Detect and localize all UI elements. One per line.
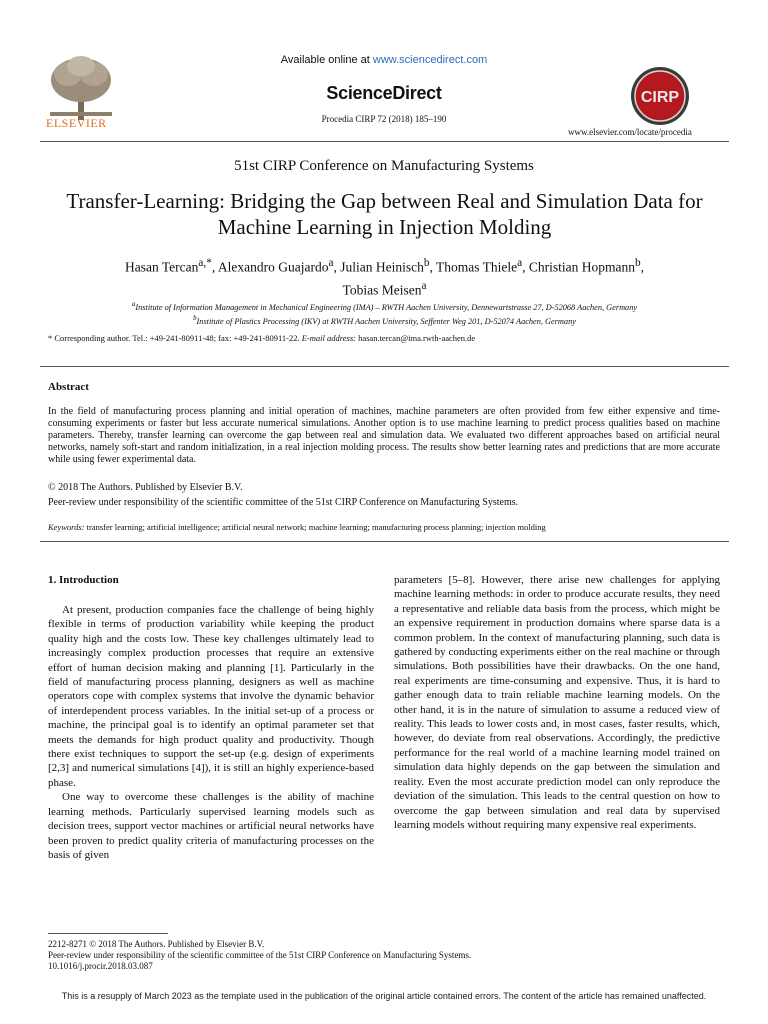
conference-name: 51st CIRP Conference on Manufacturing Systems xyxy=(234,158,534,174)
affiliation-line xyxy=(40,299,729,313)
affiliation-mark: a xyxy=(131,301,136,308)
author-affiliation-mark: b xyxy=(423,257,430,269)
footer-doi[interactable]: 10.1016/j.procir.2018.03.087 xyxy=(48,961,153,971)
affiliation-line xyxy=(40,313,729,327)
journal-reference: Procedia CIRP 72 (2018) 185–190 xyxy=(321,114,447,124)
author-name: Alexandro Guajardo xyxy=(217,259,329,275)
body-column-left xyxy=(48,603,374,862)
available-online-line xyxy=(0,54,768,66)
elsevier-wordmark: ELSEVIER xyxy=(46,116,107,130)
copyright-line: © 2018 The Authors. Published by Elsevier B.V. xyxy=(48,482,243,493)
footer-block xyxy=(48,939,471,972)
affiliation-text: Institute of Information Management in Mechanical Engineering (IMA) – RWTH Aachen University, Dennewartstrasse 27, D-52068 Aachen, Germany xyxy=(135,302,638,312)
body-column-right xyxy=(394,573,720,832)
email-label: E-mail address: xyxy=(301,333,356,343)
header-divider xyxy=(40,141,729,142)
author-name: Tobias Meisen xyxy=(342,282,422,297)
body-paragraph: At present, production companies face the challenge of being highly flexible in terms of production variability while keeping the product quality high and the costs low. These key challenges ultimately lead to increasingly complex production processes that require an extensive effort of human decision making and planning [1]. Particularly in the field of manufacturing process planning, designers as well as machine operators cope with complex systems that involve the dynamic behavior of interdependent process variables. In the initial set-up of a process or machine, the principal goal is to identify an optimal parameter set that meets the demands for high product quality and productivity. Though there exist techniques to support the set-up (e.g. design of experiments [2,3] and numerical simulations [4]), it is still an highly experience-based phase. xyxy=(48,604,374,789)
available-prefix: Available online at xyxy=(280,54,373,66)
author-affiliation-mark: b xyxy=(634,257,641,269)
author-affiliation-mark: a xyxy=(517,257,523,269)
author-name: Thomas Thiele xyxy=(435,259,518,275)
author-separator: , xyxy=(640,259,644,275)
author-list xyxy=(40,254,729,299)
author-separator: , xyxy=(333,259,341,275)
affiliation-text: Institute of Plastics Processing (IKV) at RWTH Aachen University, Seffenter Weg 201, D-52074 Aachen, Germany xyxy=(196,316,576,326)
journal-url[interactable]: www.elsevier.com/locate/procedia xyxy=(568,127,692,137)
sciencedirect-link[interactable]: www.sciencedirect.com xyxy=(372,54,488,66)
corresponding-email[interactable]: hasan.tercan@ima.rwth-aachen.de xyxy=(355,333,476,343)
author-separator: , xyxy=(429,259,436,275)
section-heading-introduction: 1. Introduction xyxy=(48,574,119,586)
resupply-note: This is a resupply of March 2023 as the template used in the publication of the original article contained errors. The content of the article has remained unaffected. xyxy=(61,991,707,1001)
cirp-logo-icon xyxy=(630,66,690,126)
cirp-logo-label: CIRP xyxy=(640,89,680,106)
author-separator: , xyxy=(522,259,529,275)
abstract-heading: Abstract xyxy=(48,381,89,393)
author-affiliation-mark: a xyxy=(421,279,427,292)
affiliation-mark: b xyxy=(193,314,197,322)
author-name: Julian Heinisch xyxy=(340,259,424,275)
affiliation-list xyxy=(40,299,729,327)
body-paragraph: One way to overcome these challenges is the ability of machine learning methods. Particularly supervised learning models such as decision trees, support vector machines or artificial neural networks have been proven to predict quality criteria of manufacturing processes on the basis of given xyxy=(48,791,374,861)
peer-review-line: Peer-review under responsibility of the scientific committee of the 51st CIRP Conference on Manufacturing Systems. xyxy=(48,497,519,508)
keywords-list: transfer learning; artificial intelligence; artificial neural network; machine learning; manufacturing process planning; injection molding xyxy=(84,522,546,532)
footer-divider xyxy=(48,933,168,934)
footer-issn-line: 2212-8271 © 2018 The Authors. Published by Elsevier B.V. xyxy=(48,939,265,949)
footer-peer-review-line: Peer-review under responsibility of the scientific committee of the 51st CIRP Conference on Manufacturing Systems. xyxy=(48,950,472,960)
author-name: Christian Hopmann xyxy=(528,259,635,275)
corresponding-prefix: * Corresponding author. Tel.: +49-241-80911-48; fax: +49-241-80911-22. xyxy=(48,333,302,343)
sciencedirect-brand: ScienceDirect xyxy=(326,83,442,103)
keywords-line xyxy=(48,522,546,532)
abstract-top-divider xyxy=(40,366,729,367)
corresponding-author-note xyxy=(48,333,475,343)
author-affiliation-mark: a xyxy=(328,257,334,269)
keywords-bottom-divider xyxy=(40,541,729,542)
author-separator: , xyxy=(211,259,218,275)
body-paragraph: parameters [5–8]. However, there arise new challenges for applying machine learning methods: in order to produce accurate results, they need a representative and reliable data basis from the process, which might be an expensive requirement in production domains where sparse data is a common problem. In the context of manufacturing planning, such data is gathered by conducting experiments either on the real machine or through simulations. Both possibilities have their drawbacks. On the one hand, real experiments are time-consuming and expensive. Thus, it is hard to gather enough data to train reliable machine learning models. On the other hand, it is in the nature of simulation to assume a reduced view of reality. This leads to lower costs and, in most cases, faster results, which, however, do deviate from real observations. Accordingly, the predictive performance for the real world of a machine learning model trained on simulation data highly depends on the gap between the simulation and reality. Even the most accurate prediction model can only reproduce the deviation of the simulation. This leads to the central question on how to overcome the gap between simulation and real data by supervised learning models without requiring many expensive real experiments. xyxy=(394,574,720,831)
author-name: Hasan Tercan xyxy=(125,259,199,275)
author-affiliation-mark: a,* xyxy=(198,257,212,269)
keywords-label: Keywords: xyxy=(48,522,85,532)
paper-title: Transfer-Learning: Bridging the Gap between Real and Simulation Data for Machine Learning in Injection Molding xyxy=(66,189,703,239)
abstract-body: In the field of manufacturing process planning and initial operation of machines, machine parameters are often provided from few either expensive and time-consuming experiments or faster but less accurate numerical simulations. Another option is to use machine learning to predict process qualities based on machine parameters. Thereby, transfer learning can overcome the gap between real and simulation data. We evaluated two different approaches based on artificial neural networks, namely soft-start and random initialization, in a real injection molding process. The results show better learning rates and predictions that are more accurate while using fewer experimental data. xyxy=(48,406,720,465)
